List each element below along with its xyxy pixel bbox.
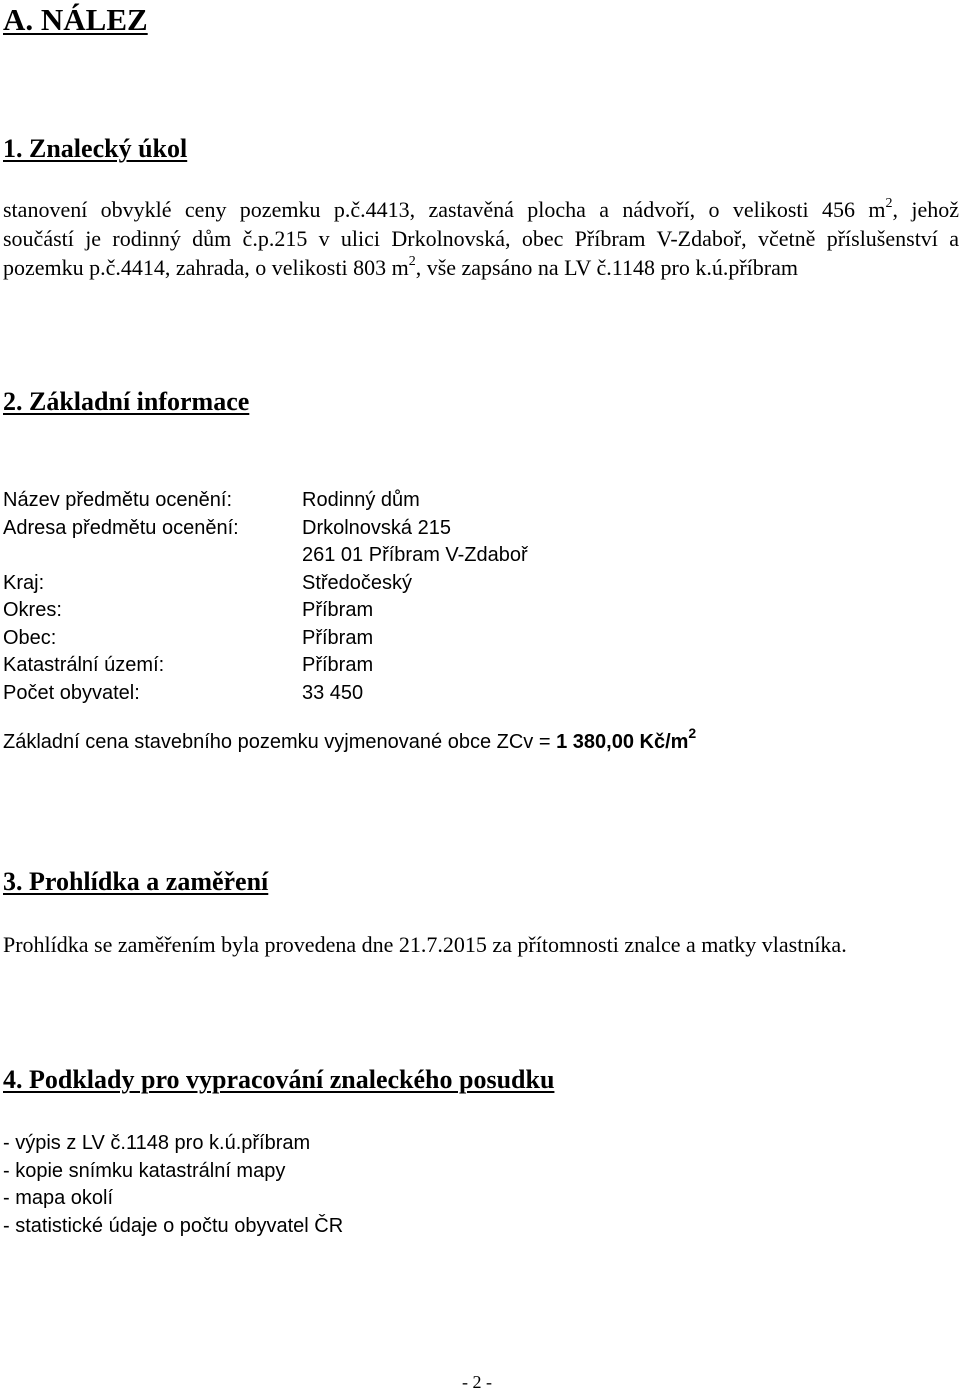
page-number: - 2 - [462, 1372, 492, 1392]
list-item: - kopie snímku katastrální mapy [3, 1159, 286, 1182]
base-price-line: Základní cena stavebního pozemku vyjmenované obce ZCv = 1 380,00 $Kč/m^2$ [3, 725, 697, 753]
section-3-title: 3. Prohlídka a zaměření [3, 867, 269, 896]
info-row: Obec: Příbram [3, 626, 374, 649]
sources-list [3, 1130, 343, 1240]
info-row: Kraj: Středočeský [3, 571, 413, 594]
info-row: Adresa předmětu ocenění: Drkolnovská 215 [3, 516, 451, 539]
list-item: - statistické údaje o počtu obyvatel ČR [3, 1214, 344, 1237]
info-row: Počet obyvatel: 33 450 [3, 681, 364, 704]
basic-info-table [3, 487, 528, 707]
section-4-title: 4. Podklady pro vypracování znaleckého posudku [3, 1065, 555, 1094]
section-2-title: 2. Základní informace [3, 387, 250, 416]
section-1-title: 1. Znalecký úkol [3, 134, 188, 163]
paragraph-line-3: pozemku p.č.4414, zahrada, o velikosti 803 $m^2$, vše zapsáno na LV č.1148 pro k.ú.příbram [3, 253, 798, 280]
section-1-paragraph [3, 195, 959, 282]
info-row: Okres: Příbram [3, 599, 374, 621]
paragraph-line-2: součástí je rodinný dům č.p.215 v ulici Drkolnovská, obec Příbram V-Zdaboř, včetně příslušenství a [3, 226, 959, 251]
info-row: 261 01 Příbram V-Zdaboř [302, 544, 528, 566]
paragraph-line-1: stanovení obvyklé ceny pozemku p.č.4413, zastavěná plocha a nádvoří, o velikosti 456 $m^2$, jehož [3, 195, 959, 222]
list-item: - výpis z LV č.1148 pro k.ú.příbram [3, 1132, 311, 1154]
info-row: Katastrální území: Příbram [3, 654, 374, 676]
base-price-value: 1 380,00 $Kč/m^2$ [556, 725, 697, 753]
list-item: - mapa okolí [3, 1187, 114, 1209]
inspection-text: Prohlídka se zaměřením byla provedena dne 21.7.2015 za přítomnosti znalce a matky vlastníka. [3, 932, 847, 957]
info-row: Název předmětu ocenění: Rodinný dům [3, 489, 420, 511]
document-heading: A. NÁLEZ [3, 2, 148, 37]
